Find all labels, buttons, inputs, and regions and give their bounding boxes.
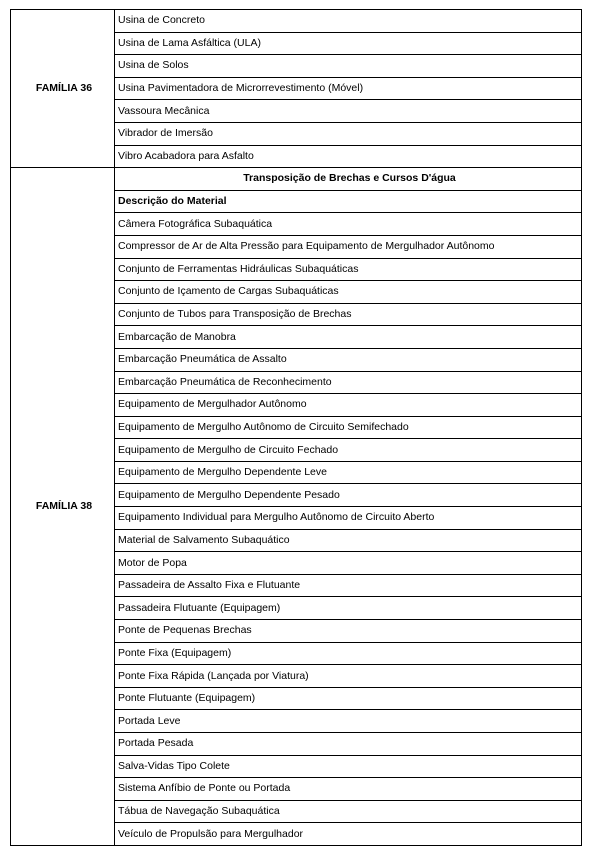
table-cell: Embarcação Pneumática de Reconhecimento [115,371,582,394]
column-header: Descrição do Material [115,190,582,213]
table-cell: Equipamento Individual para Mergulho Autônomo de Circuito Aberto [115,507,582,530]
table-cell: Embarcação de Manobra [115,326,582,349]
table-cell: Vibro Acabadora para Asfalto [115,145,582,168]
table-cell: Equipamento de Mergulho de Circuito Fechado [115,439,582,462]
table-cell: Material de Salvamento Subaquático [115,529,582,552]
family-label: FAMÍLIA 36 [11,10,115,168]
table-cell: Conjunto de Ferramentas Hidráulicas Subaquáticas [115,258,582,281]
table-cell: Tábua de Navegação Subaquática [115,800,582,823]
table-cell: Portada Leve [115,710,582,733]
table-cell: Ponte de Pequenas Brechas [115,620,582,643]
table-cell: Usina de Concreto [115,10,582,33]
table-cell: Veículo de Propulsão para Mergulhador [115,823,582,846]
table-cell: Vibrador de Imersão [115,122,582,145]
table-cell: Motor de Popa [115,552,582,575]
materials-table [10,9,582,846]
table-cell: Passadeira Flutuante (Equipagem) [115,597,582,620]
table-cell: Ponte Fixa Rápida (Lançada por Viatura) [115,665,582,688]
table-cell: Embarcação Pneumática de Assalto [115,348,582,371]
table-cell: Salva-Vidas Tipo Colete [115,755,582,778]
section-title: Transposição de Brechas e Cursos D'água [115,168,582,191]
table-cell: Passadeira de Assalto Fixa e Flutuante [115,574,582,597]
table-row [11,168,582,191]
table-cell: Equipamento de Mergulho Dependente Leve [115,461,582,484]
table-cell: Ponte Fixa (Equipagem) [115,642,582,665]
table-cell: Portada Pesada [115,733,582,756]
table-cell: Sistema Anfíbio de Ponte ou Portada [115,778,582,801]
table-cell: Vassoura Mecânica [115,100,582,123]
table-cell: Conjunto de Tubos para Transposição de Brechas [115,303,582,326]
table-cell: Câmera Fotográfica Subaquática [115,213,582,236]
table-cell: Usina Pavimentadora de Microrrevestimento (Móvel) [115,77,582,100]
table-cell: Equipamento de Mergulho Autônomo de Circuito Semifechado [115,416,582,439]
table-row [11,10,582,33]
table-cell: Compressor de Ar de Alta Pressão para Equipamento de Mergulhador Autônomo [115,235,582,258]
table-cell: Ponte Flutuante (Equipagem) [115,687,582,710]
table-cell: Conjunto de Içamento de Cargas Subaquáticas [115,281,582,304]
family-label: FAMÍLIA 38 [11,168,115,846]
table-cell: Usina de Solos [115,55,582,78]
table-cell: Equipamento de Mergulhador Autônomo [115,394,582,417]
table-cell: Equipamento de Mergulho Dependente Pesado [115,484,582,507]
table-cell: Usina de Lama Asfáltica (ULA) [115,32,582,55]
